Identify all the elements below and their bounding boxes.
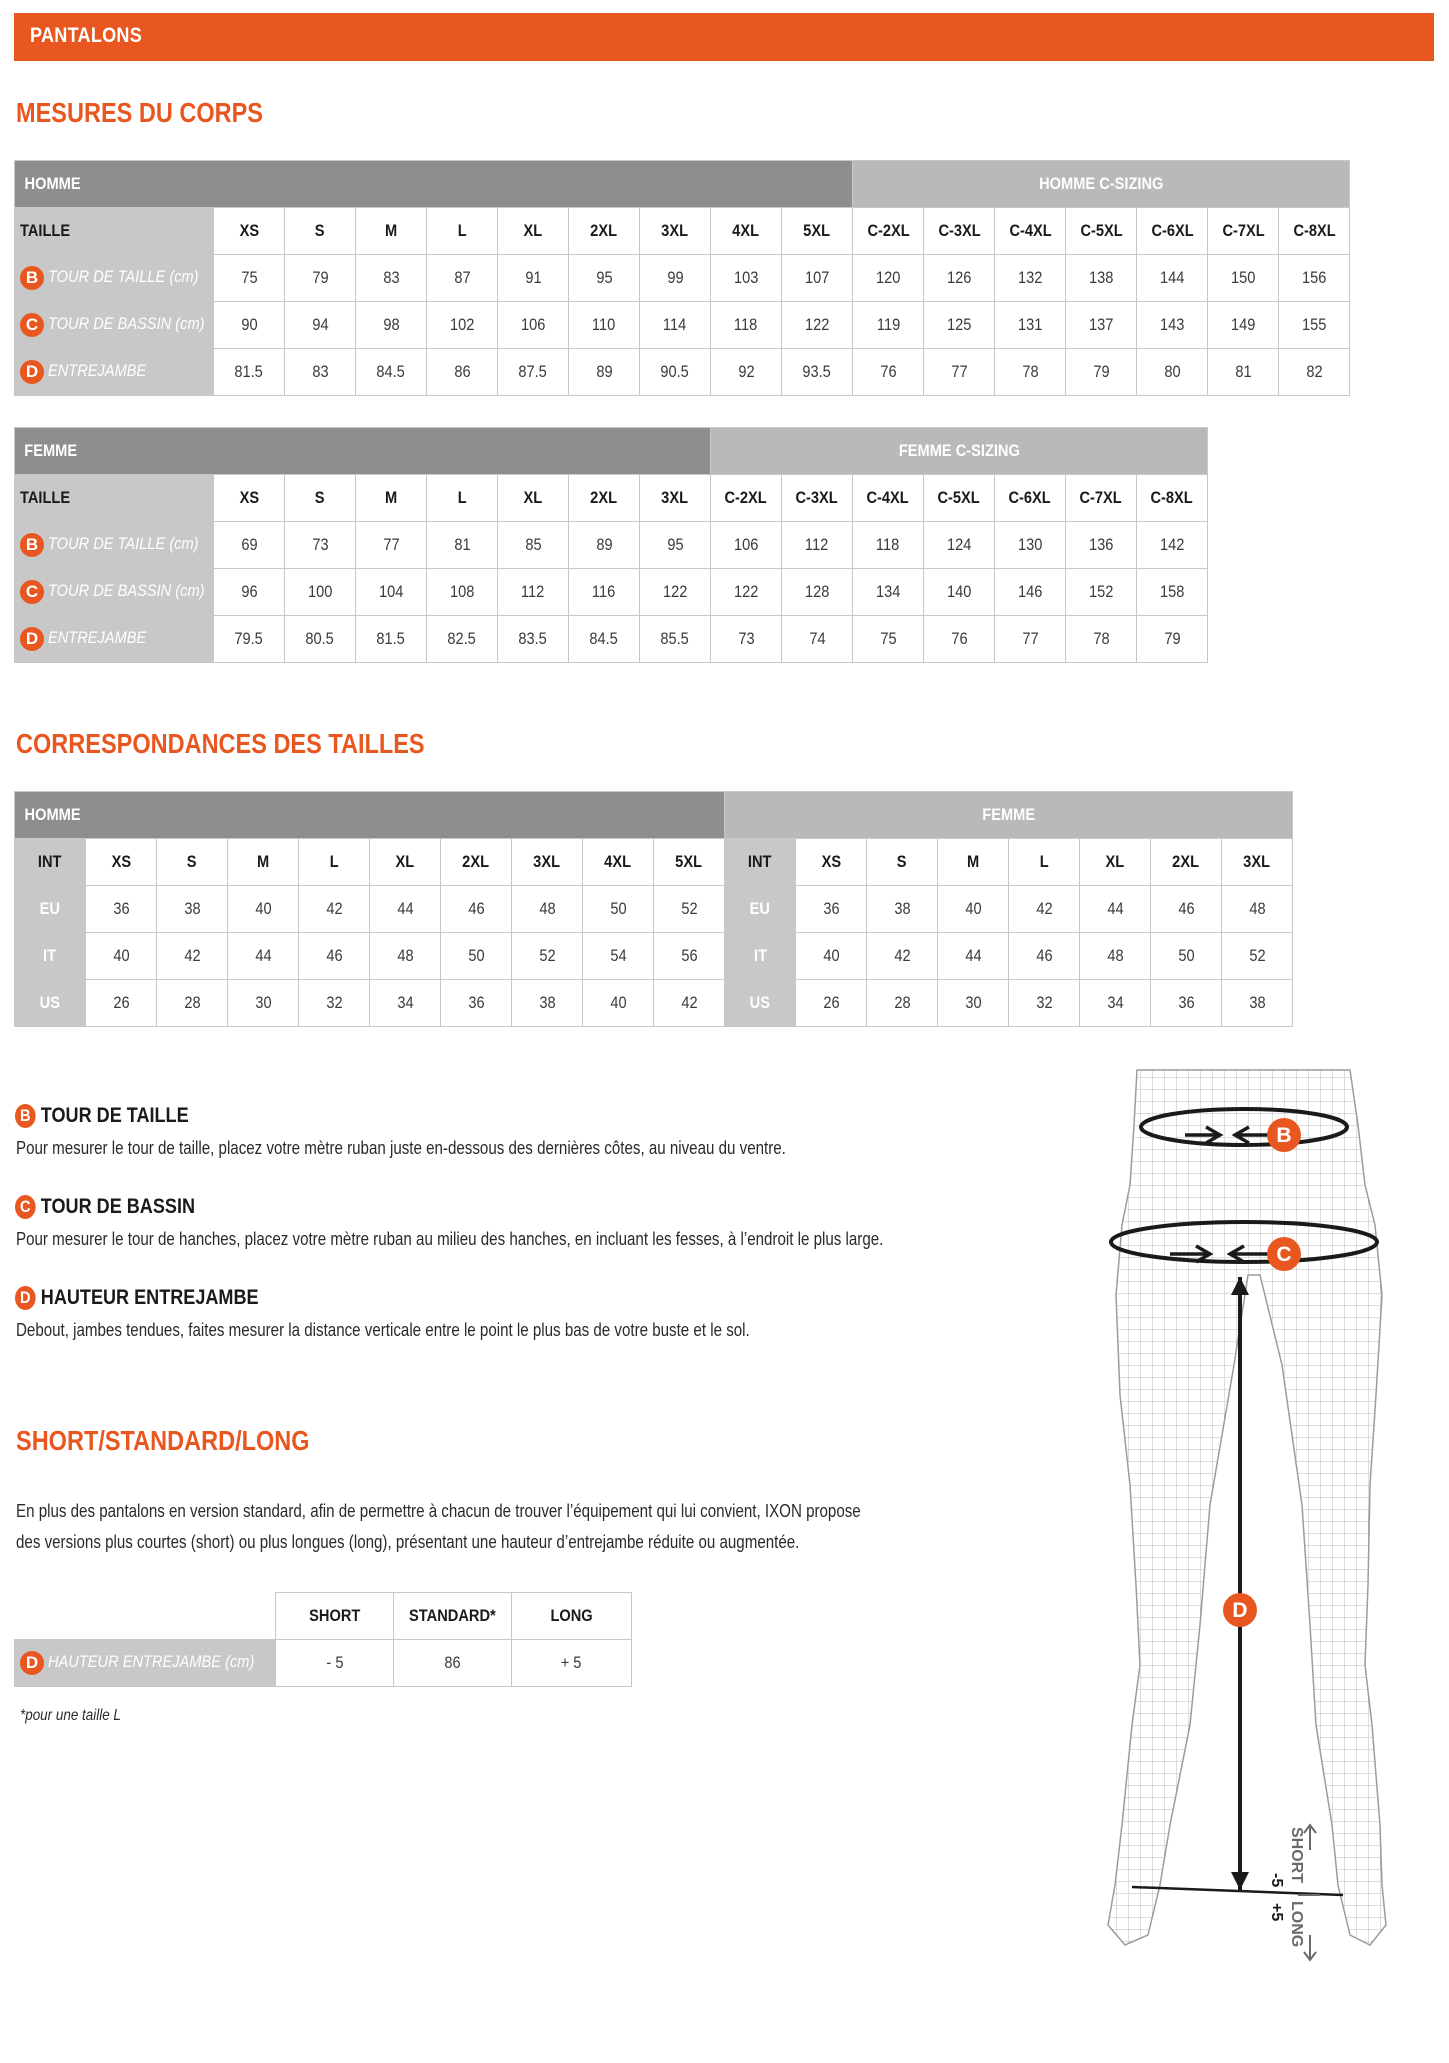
length-intro-line-1: En plus des pantalons en version standard, afin de permettre à chacun de trouver l’équipement qui lui convient, IXON propose (16, 1501, 861, 1521)
corr-homme-value: 52 (654, 886, 725, 933)
homme-size-header: 3XL (640, 208, 711, 255)
length-options-table (14, 1592, 632, 1687)
plus-five-label: +5 (1268, 1903, 1285, 1922)
size-correspondence-table (14, 791, 1293, 1027)
corr-femme-value: 42 (1009, 886, 1080, 933)
corr-homme-value: 48 (512, 886, 583, 933)
corr-homme-value: 30 (228, 980, 299, 1027)
femme-value-cell: 84.5 (569, 616, 640, 663)
homme-value-cell: 79 (285, 255, 356, 302)
legs-measurement-figure (1020, 1065, 1440, 1965)
homme-row-label: C TOUR DE BASSIN (cm) (15, 302, 214, 349)
homme-value-cell: 92 (711, 349, 782, 396)
corr-homme-value: 50 (583, 886, 654, 933)
measure-text-d: Debout, jambes tendues, faites mesurer la distance verticale entre le point le plus bas de votre buste et le sol. (16, 1320, 750, 1340)
corr-homme-size: M (228, 839, 299, 886)
femme-value-cell: 130 (995, 522, 1066, 569)
homme-value-cell: 86 (427, 349, 498, 396)
corr-system-label: IT (15, 933, 86, 980)
homme-measures-table (14, 160, 1350, 396)
femme-value-cell: 152 (1066, 569, 1137, 616)
femme-value-cell: 82.5 (427, 616, 498, 663)
homme-size-header: C-2XL (853, 208, 924, 255)
homme-value-cell: 119 (853, 302, 924, 349)
femme-size-header: M (356, 475, 427, 522)
femme-value-cell: 75 (853, 616, 924, 663)
badge-b: B (20, 533, 44, 557)
corr-homme-value: 50 (441, 933, 512, 980)
femme-value-cell: 108 (427, 569, 498, 616)
corr-femme-value: 52 (1222, 933, 1293, 980)
femme-size-header: C-5XL (924, 475, 995, 522)
femme-value-cell: 85.5 (640, 616, 711, 663)
femme-value-cell: 140 (924, 569, 995, 616)
homme-value-cell: 89 (569, 349, 640, 396)
femme-row-label: D ENTREJAMBE (15, 616, 214, 663)
measure-title-d: D HAUTEUR ENTREJAMBE (15, 1286, 259, 1310)
length-row-label: D HAUTEUR ENTREJAMBE (cm) (15, 1640, 276, 1687)
corr-femme-value: 40 (938, 886, 1009, 933)
femme-value-cell: 116 (569, 569, 640, 616)
femme-size-header: XL (498, 475, 569, 522)
femme-value-cell: 80.5 (285, 616, 356, 663)
homme-value-cell: 87.5 (498, 349, 569, 396)
corr-femme-header: FEMME (725, 792, 1293, 839)
homme-value-cell: 107 (782, 255, 853, 302)
homme-value-cell: 83 (285, 349, 356, 396)
page-banner (14, 13, 1434, 61)
badge-c: C (15, 1195, 36, 1219)
homme-value-cell: 110 (569, 302, 640, 349)
corr-homme-value: 46 (299, 933, 370, 980)
section-title-short-standard-long: SHORT/STANDARD/LONG (16, 1425, 310, 1456)
homme-value-cell: 144 (1137, 255, 1208, 302)
homme-value-cell: 126 (924, 255, 995, 302)
homme-size-header: S (285, 208, 356, 255)
corr-homme-value: 48 (370, 933, 441, 980)
corr-homme-value: 28 (157, 980, 228, 1027)
legs-silhouette (1108, 1070, 1386, 1948)
corr-homme-value: 44 (370, 886, 441, 933)
femme-value-cell: 77 (995, 616, 1066, 663)
femme-value-cell: 81 (427, 522, 498, 569)
badge-c: C (20, 313, 44, 337)
measure-title-b: B TOUR DE TAILLE (15, 1104, 189, 1128)
corr-femme-value: 44 (938, 933, 1009, 980)
femme-size-header: C-6XL (995, 475, 1066, 522)
corr-int-label: INT (15, 839, 86, 886)
femme-value-cell: 79.5 (214, 616, 285, 663)
femme-value-cell: 74 (782, 616, 853, 663)
badge-b: B (15, 1104, 36, 1128)
corr-femme-value: 48 (1080, 933, 1151, 980)
corr-homme-value: 40 (228, 886, 299, 933)
measure-text-c: Pour mesurer le tour de hanches, placez votre mètre ruban au milieu des hanches, en incluant les fesses, à l’endroit le plus large. (16, 1229, 884, 1249)
femme-size-header: C-3XL (782, 475, 853, 522)
homme-value-cell: 76 (853, 349, 924, 396)
corr-femme-value: 26 (796, 980, 867, 1027)
femme-size-label: TAILLE (15, 475, 214, 522)
homme-group-header: HOMME (15, 161, 853, 208)
homme-row-label: B TOUR DE TAILLE (cm) (15, 255, 214, 302)
femme-value-cell: 134 (853, 569, 924, 616)
corr-homme-value: 32 (299, 980, 370, 1027)
femme-value-cell: 122 (711, 569, 782, 616)
corr-homme-size: 2XL (441, 839, 512, 886)
homme-value-cell: 149 (1208, 302, 1279, 349)
femme-size-header: S (285, 475, 356, 522)
femme-size-header: C-8XL (1137, 475, 1208, 522)
corr-femme-value: 38 (867, 886, 938, 933)
femme-value-cell: 69 (214, 522, 285, 569)
length-footnote: *pour une taille L (20, 1707, 121, 1724)
femme-value-cell: 76 (924, 616, 995, 663)
homme-value-cell: 95 (569, 255, 640, 302)
femme-size-header: 2XL (569, 475, 640, 522)
femme-group-header: FEMME (15, 428, 711, 475)
femme-measures-table (14, 427, 1208, 663)
corr-femme-size: XL (1080, 839, 1151, 886)
corr-system-label: EU (15, 886, 86, 933)
femme-value-cell: 136 (1066, 522, 1137, 569)
homme-value-cell: 114 (640, 302, 711, 349)
homme-value-cell: 75 (214, 255, 285, 302)
corr-femme-size: 2XL (1151, 839, 1222, 886)
corr-femme-value: 44 (1080, 886, 1151, 933)
femme-value-cell: 83.5 (498, 616, 569, 663)
corr-femme-value: 34 (1080, 980, 1151, 1027)
short-label: SHORT (1288, 1827, 1305, 1883)
corr-homme-value: 36 (441, 980, 512, 1027)
homme-value-cell: 137 (1066, 302, 1137, 349)
corr-int-label: INT (725, 839, 796, 886)
homme-size-header: 4XL (711, 208, 782, 255)
homme-value-cell: 150 (1208, 255, 1279, 302)
corr-homme-value: 42 (299, 886, 370, 933)
banner-title: PANTALONS (30, 24, 143, 47)
section-title-correspondances: CORRESPONDANCES DES TAILLES (16, 728, 425, 759)
corr-homme-value: 42 (654, 980, 725, 1027)
femme-value-cell: 124 (924, 522, 995, 569)
femme-value-cell: 78 (1066, 616, 1137, 663)
femme-row-label: C TOUR DE BASSIN (cm) (15, 569, 214, 616)
homme-value-cell: 143 (1137, 302, 1208, 349)
length-table-corner (15, 1593, 276, 1640)
homme-value-cell: 120 (853, 255, 924, 302)
femme-size-header: C-2XL (711, 475, 782, 522)
length-intro-line-2: des versions plus courtes (short) ou plus longues (long), présentant une hauteur d’entrejambe réduite ou augmentée. (16, 1532, 800, 1552)
corr-homme-size: XL (370, 839, 441, 886)
femme-value-cell: 142 (1137, 522, 1208, 569)
corr-femme-value: 42 (867, 933, 938, 980)
femme-value-cell: 96 (214, 569, 285, 616)
homme-value-cell: 91 (498, 255, 569, 302)
badge-d: D (20, 1651, 44, 1675)
corr-femme-size: L (1009, 839, 1080, 886)
homme-value-cell: 82 (1279, 349, 1350, 396)
femme-value-cell: 106 (711, 522, 782, 569)
homme-value-cell: 106 (498, 302, 569, 349)
corr-femme-value: 48 (1222, 886, 1293, 933)
homme-value-cell: 125 (924, 302, 995, 349)
femme-value-cell: 73 (711, 616, 782, 663)
femme-value-cell: 122 (640, 569, 711, 616)
homme-size-header: M (356, 208, 427, 255)
femme-size-header: 3XL (640, 475, 711, 522)
corr-homme-value: 54 (583, 933, 654, 980)
corr-femme-value: 40 (796, 933, 867, 980)
corr-homme-size: L (299, 839, 370, 886)
homme-value-cell: 99 (640, 255, 711, 302)
homme-size-header: XS (214, 208, 285, 255)
figure-badge-c-text: C (1276, 1243, 1292, 1266)
femme-csizing-header: FEMME C-SIZING (711, 428, 1208, 475)
homme-value-cell: 98 (356, 302, 427, 349)
homme-value-cell: 83 (356, 255, 427, 302)
homme-value-cell: 131 (995, 302, 1066, 349)
homme-value-cell: 79 (1066, 349, 1137, 396)
femme-row-label: B TOUR DE TAILLE (cm) (15, 522, 214, 569)
homme-row-label: D ENTREJAMBE (15, 349, 214, 396)
homme-size-header: C-3XL (924, 208, 995, 255)
homme-size-header: 2XL (569, 208, 640, 255)
femme-size-header: XS (214, 475, 285, 522)
homme-size-header: C-7XL (1208, 208, 1279, 255)
corr-homme-value: 42 (157, 933, 228, 980)
corr-homme-size: 4XL (583, 839, 654, 886)
homme-size-header: C-8XL (1279, 208, 1350, 255)
femme-value-cell: 77 (356, 522, 427, 569)
homme-value-cell: 94 (285, 302, 356, 349)
homme-value-cell: 81 (1208, 349, 1279, 396)
corr-homme-value: 46 (441, 886, 512, 933)
corr-homme-value: 52 (512, 933, 583, 980)
femme-size-header: L (427, 475, 498, 522)
femme-value-cell: 112 (498, 569, 569, 616)
femme-value-cell: 118 (853, 522, 924, 569)
corr-homme-value: 40 (583, 980, 654, 1027)
corr-homme-size: XS (86, 839, 157, 886)
corr-femme-value: 32 (1009, 980, 1080, 1027)
badge-d: D (15, 1286, 36, 1310)
homme-value-cell: 78 (995, 349, 1066, 396)
figure-badge-b-text: B (1276, 1124, 1292, 1147)
femme-value-cell: 73 (285, 522, 356, 569)
measure-text-b: Pour mesurer le tour de taille, placez votre mètre ruban juste en-dessous des dernières côtes, au niveau du ventre. (16, 1138, 786, 1158)
corr-femme-size: 3XL (1222, 839, 1293, 886)
minus-five-label: -5 (1268, 1873, 1285, 1888)
corr-femme-size: XS (796, 839, 867, 886)
corr-femme-value: 30 (938, 980, 1009, 1027)
corr-homme-value: 38 (157, 886, 228, 933)
corr-homme-value: 36 (86, 886, 157, 933)
homme-size-header: XL (498, 208, 569, 255)
femme-size-header: C-7XL (1066, 475, 1137, 522)
femme-size-header: C-4XL (853, 475, 924, 522)
homme-value-cell: 122 (782, 302, 853, 349)
corr-homme-value: 56 (654, 933, 725, 980)
corr-femme-value: 28 (867, 980, 938, 1027)
homme-value-cell: 118 (711, 302, 782, 349)
homme-value-cell: 103 (711, 255, 782, 302)
corr-femme-value: 46 (1151, 886, 1222, 933)
corr-system-label: US (725, 980, 796, 1027)
femme-value-cell: 79 (1137, 616, 1208, 663)
badge-d: D (20, 360, 44, 384)
length-header-standard: STANDARD* (394, 1593, 512, 1640)
corr-system-label: EU (725, 886, 796, 933)
femme-value-cell: 85 (498, 522, 569, 569)
corr-femme-value: 36 (796, 886, 867, 933)
femme-value-cell: 95 (640, 522, 711, 569)
corr-homme-size: S (157, 839, 228, 886)
length-value-standard: 86 (394, 1640, 512, 1687)
badge-d: D (20, 627, 44, 651)
homme-size-header: C-6XL (1137, 208, 1208, 255)
corr-femme-size: M (938, 839, 1009, 886)
corr-homme-value: 44 (228, 933, 299, 980)
homme-value-cell: 90 (214, 302, 285, 349)
measure-title-c: C TOUR DE BASSIN (15, 1195, 195, 1219)
corr-femme-value: 46 (1009, 933, 1080, 980)
corr-femme-value: 38 (1222, 980, 1293, 1027)
corr-homme-header: HOMME (15, 792, 725, 839)
length-value-short: - 5 (276, 1640, 394, 1687)
corr-homme-size: 5XL (654, 839, 725, 886)
femme-value-cell: 81.5 (356, 616, 427, 663)
femme-value-cell: 100 (285, 569, 356, 616)
corr-homme-size: 3XL (512, 839, 583, 886)
homme-value-cell: 138 (1066, 255, 1137, 302)
homme-value-cell: 93.5 (782, 349, 853, 396)
corr-system-label: IT (725, 933, 796, 980)
homme-value-cell: 77 (924, 349, 995, 396)
homme-value-cell: 87 (427, 255, 498, 302)
femme-value-cell: 146 (995, 569, 1066, 616)
homme-size-header: C-4XL (995, 208, 1066, 255)
corr-homme-value: 38 (512, 980, 583, 1027)
femme-value-cell: 89 (569, 522, 640, 569)
badge-c: C (20, 580, 44, 604)
homme-value-cell: 81.5 (214, 349, 285, 396)
badge-b: B (20, 266, 44, 290)
homme-value-cell: 84.5 (356, 349, 427, 396)
figure-badge-d-text: D (1232, 1599, 1248, 1622)
femme-value-cell: 128 (782, 569, 853, 616)
femme-value-cell: 112 (782, 522, 853, 569)
length-header-short: SHORT (276, 1593, 394, 1640)
homme-size-label: TAILLE (15, 208, 214, 255)
corr-femme-value: 36 (1151, 980, 1222, 1027)
homme-value-cell: 102 (427, 302, 498, 349)
section-title-mesures: MESURES DU CORPS (16, 97, 263, 128)
homme-value-cell: 155 (1279, 302, 1350, 349)
long-label: LONG (1288, 1901, 1305, 1948)
femme-value-cell: 158 (1137, 569, 1208, 616)
corr-homme-value: 34 (370, 980, 441, 1027)
homme-value-cell: 156 (1279, 255, 1350, 302)
corr-system-label: US (15, 980, 86, 1027)
homme-size-header: 5XL (782, 208, 853, 255)
homme-csizing-header: HOMME C-SIZING (853, 161, 1350, 208)
length-header-long: LONG (512, 1593, 632, 1640)
corr-femme-size: S (867, 839, 938, 886)
homme-value-cell: 132 (995, 255, 1066, 302)
floor-line (1132, 1887, 1343, 1895)
corr-femme-value: 50 (1151, 933, 1222, 980)
homme-value-cell: 90.5 (640, 349, 711, 396)
homme-value-cell: 80 (1137, 349, 1208, 396)
femme-value-cell: 104 (356, 569, 427, 616)
corr-homme-value: 26 (86, 980, 157, 1027)
homme-size-header: C-5XL (1066, 208, 1137, 255)
corr-homme-value: 40 (86, 933, 157, 980)
length-value-long: + 5 (512, 1640, 632, 1687)
homme-size-header: L (427, 208, 498, 255)
